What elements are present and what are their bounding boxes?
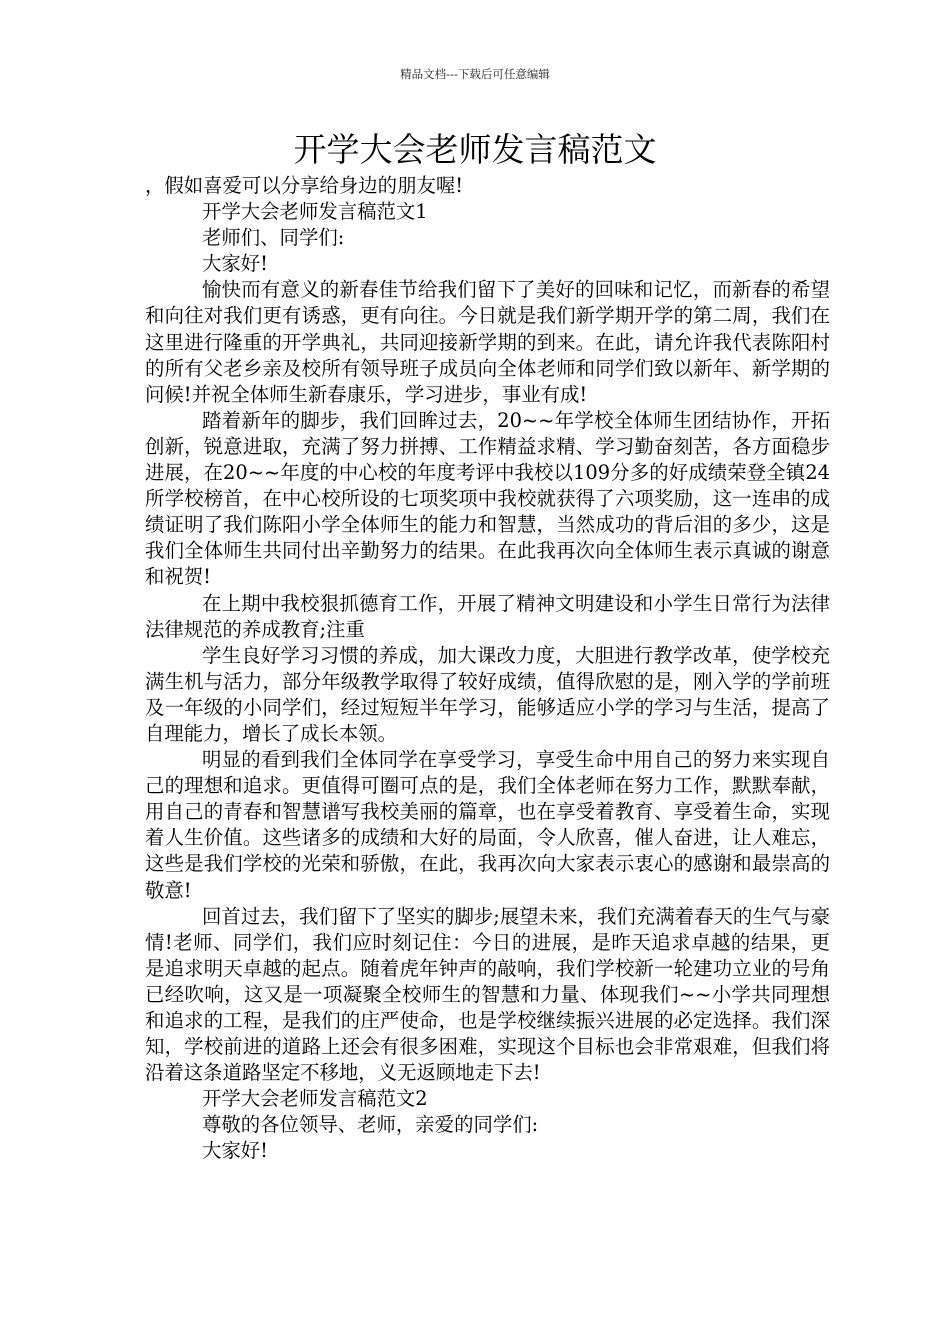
page-header: 精品文档---下载后可任意编辑 — [400, 67, 550, 81]
paragraph: 学生良好学习习惯的养成，加大课改力度，大胆进行教学改革，使学校充满生机与活力，部分年级教学取得了较好成绩，值得欣慰的是，刚入学的学前班及一年级的小同学们，经过短短半年学习，能够适应小学的学习与生活，提高了自理能力，增长了成长本领。 — [145, 643, 830, 745]
paragraph: 在上期中我校狠抓德育工作，开展了精神文明建设和小学生日常行为法律法律规范的养成教育;注重 — [145, 591, 830, 641]
salutation: 尊敬的各位领导、老师，亲爱的同学们: — [202, 1113, 539, 1137]
document-title: 开学大会老师发言稿范文 — [293, 130, 657, 169]
paragraph: ，假如喜爱可以分享给身边的朋友喔! — [145, 174, 464, 197]
document-body — [145, 173, 830, 1165]
salutation: 老师们、同学们: — [202, 226, 345, 250]
paragraph: 明显的看到我们全体同学在享受学习，享受生命中用自己的努力来实现自己的理想和追求。更值得可圈可点的是，我们全体老师在努力工作，默默奉献，用自己的青春和智慧谱写我校美丽的篇章，也在享受着教育、享受着生命，实现着人生价值。这些诸多的成绩和大好的局面，令人欣喜，催人奋进，让人难忘，这些是我们学校的光荣和骄傲，在此，我再次向大家表示衷心的感谢和最崇高的敬意! — [145, 748, 830, 902]
paragraph: 回首过去，我们留下了坚实的脚步;展望未来，我们充满着春天的生气与豪情!老师、同学们，我们应时刻记住：今日的进展，是昨天追求卓越的结果，更是追求明天卓越的起点。随着虎年钟声的敲响，我们学校新一轮建功立业的号角已经吹响，这又是一项凝聚全校师生的智慧和力量、体现我们~~小学共同理想和追求的工程，是我们的庄严使命，也是学校继续振兴进展的必定选择。我们深知，学校前进的道路上还会有很多困难，实现这个目标也会非常艰难，但我们将沿着这条道路坚定不移地，义无返顾地走下去! — [145, 904, 830, 1085]
section-heading-1: 开学大会老师发言稿范文1 — [202, 200, 428, 224]
paragraph: 踏着新年的脚步，我们回眸过去，20~~年学校全体师生团结协作，开拓创新，锐意进取，充满了努力拼搏、工作精益求精、学习勤奋刻苦，各方面稳步进展，在20~~年度的中心校的年度考评中我校以109分多的好成绩荣登全镇24所学校榜首，在中心校所设的七项奖项中我校就获得了六项奖励，这一连串的成绩证明了我们陈阳小学全体师生的能力和智慧，当然成功的背后泪的多少，这是我们全体师生共同付出辛勤努力的结果。在此我再次向全体师生表示真诚的谢意和祝贺! — [145, 408, 830, 589]
greeting: 大家好! — [202, 252, 268, 276]
section-heading-2: 开学大会老师发言稿范文2 — [202, 1087, 428, 1111]
greeting: 大家好! — [202, 1139, 268, 1163]
paragraph: 愉快而有意义的新春佳节给我们留下了美好的回味和记忆，而新春的希望和向往对我们更有诱惑，更有向往。今日就是我们新学期开学的第二周，我们在这里进行隆重的开学典礼，共同迎接新学期的到来。在此，请允许我代表陈阳村的所有父老乡亲及校所有领导班子成员向全体老师和同学们致以新年、新学期的问候!并祝全体师生新春康乐，学习进步，事业有成! — [145, 278, 830, 406]
